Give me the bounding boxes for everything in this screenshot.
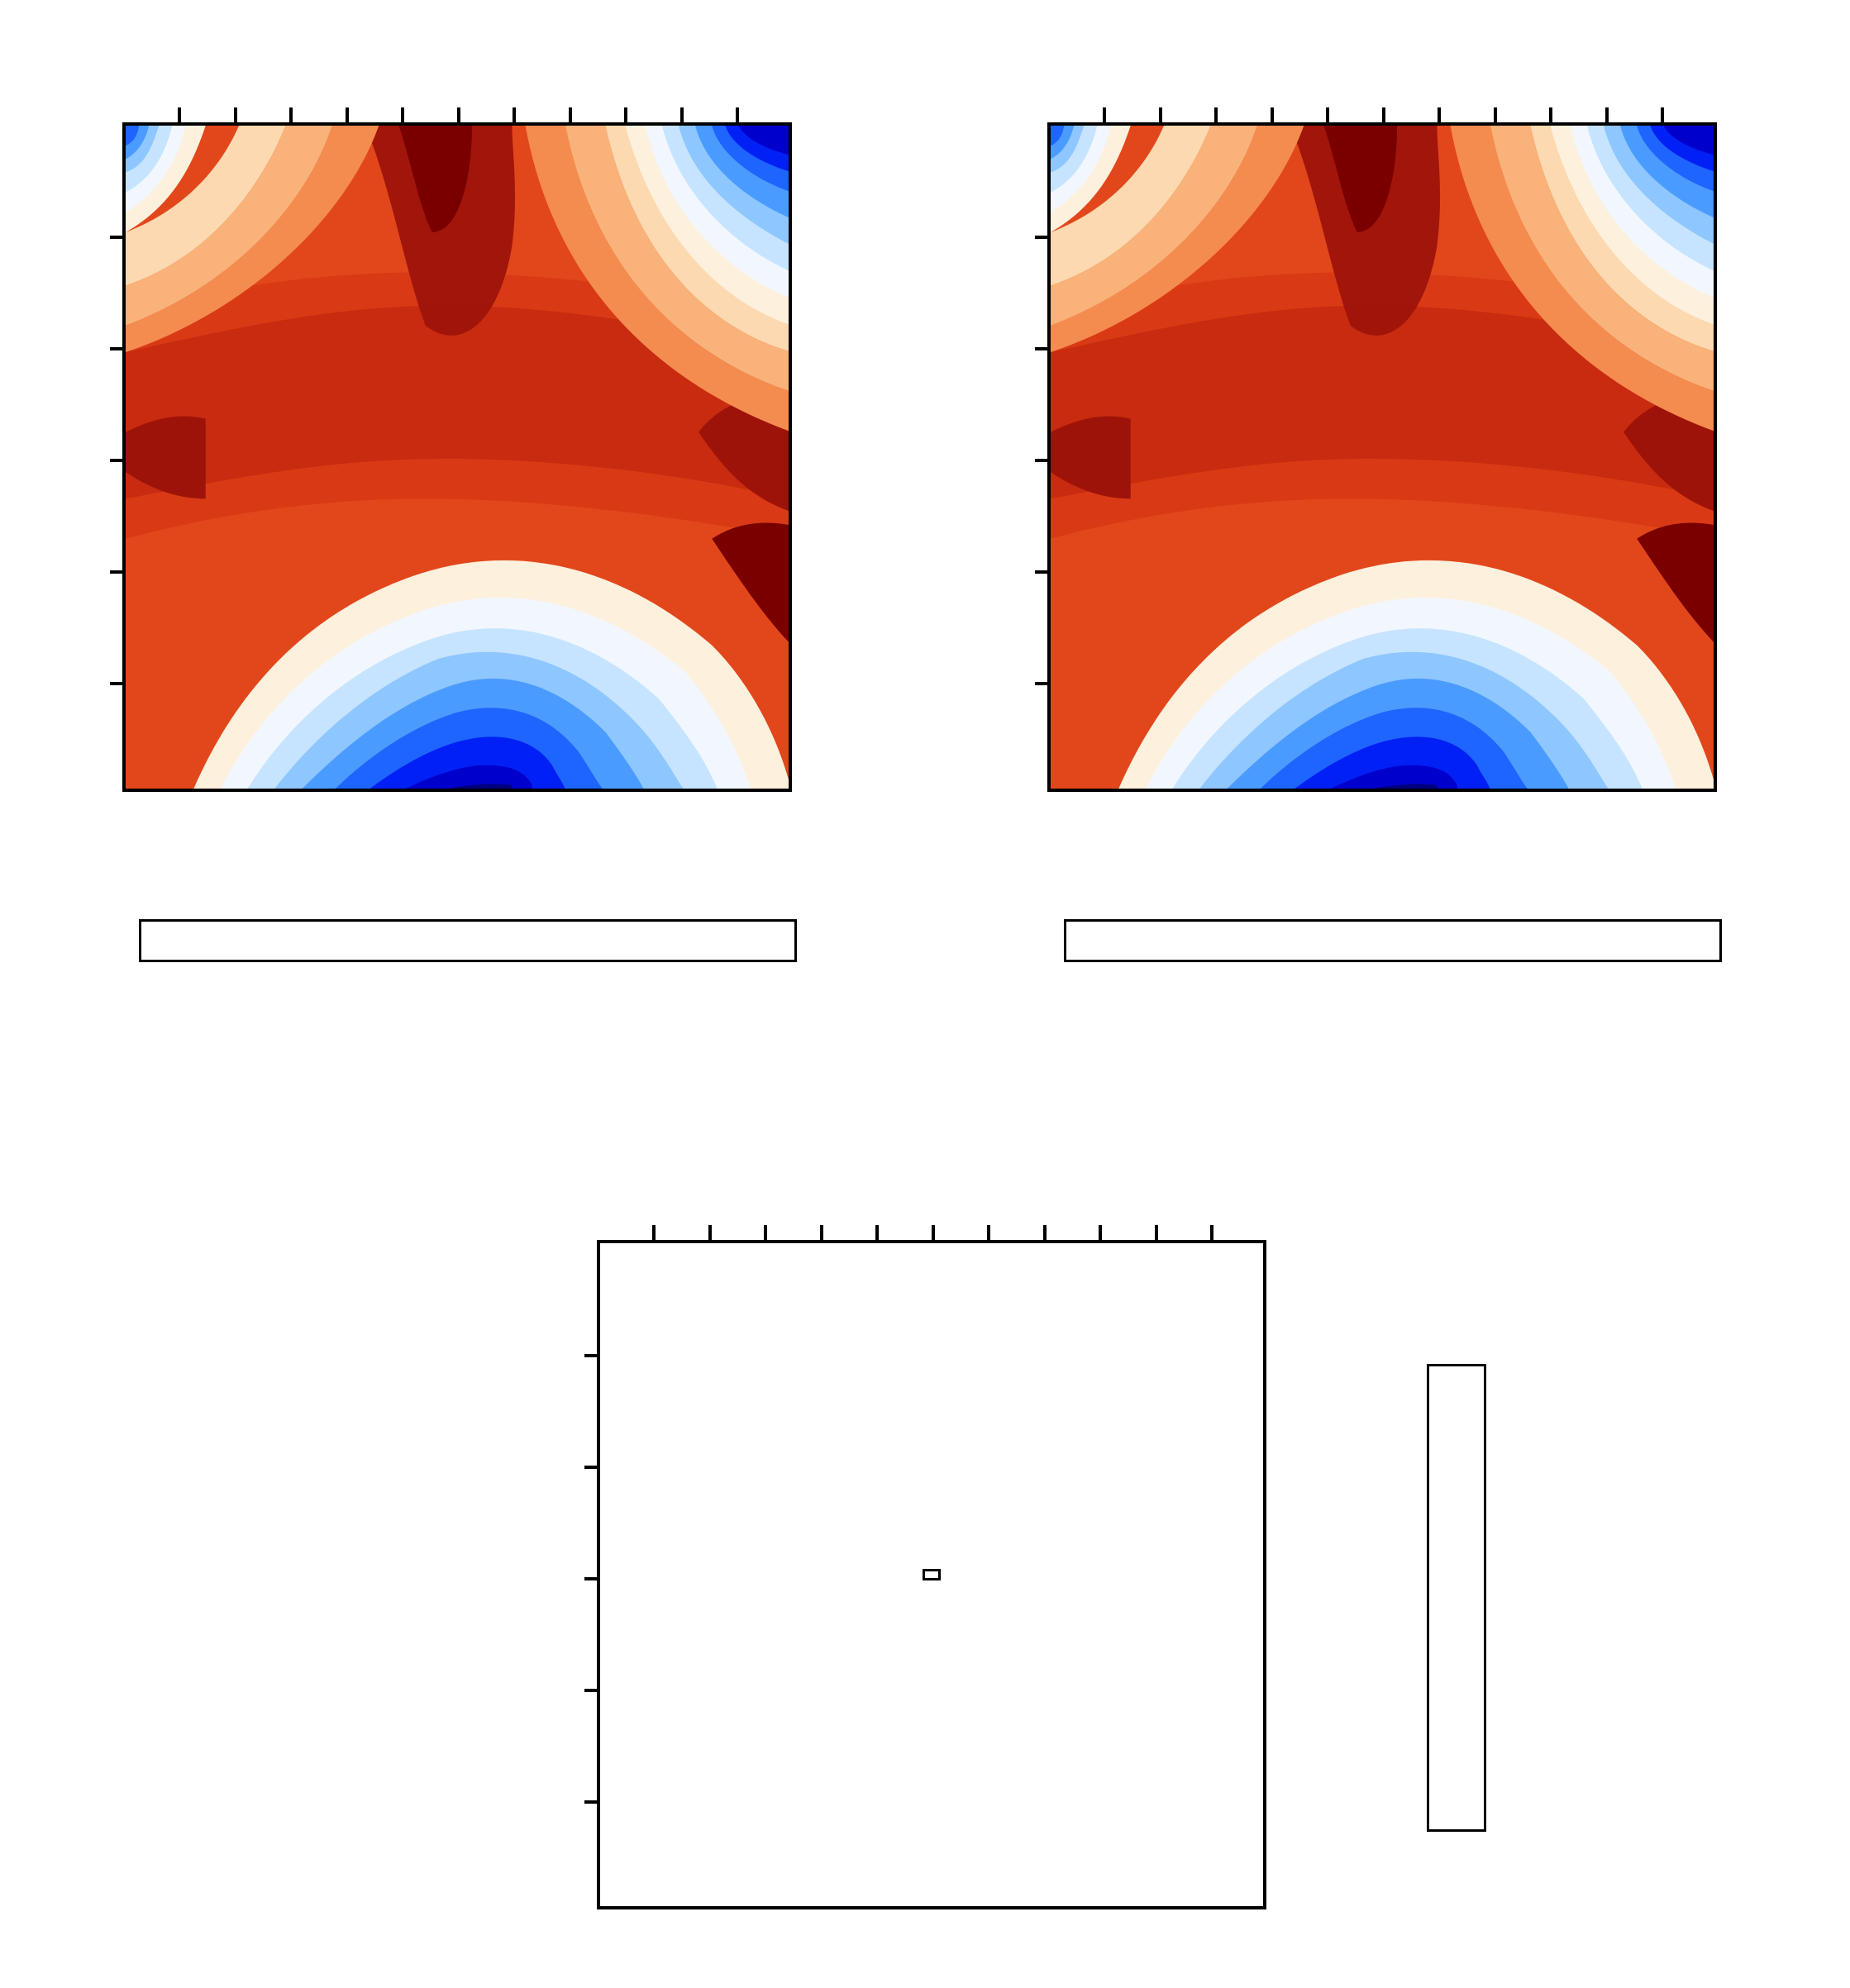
panel-left <box>0 0 925 1042</box>
xtick <box>1382 107 1385 122</box>
xtick <box>1043 1225 1047 1240</box>
panel-right-colorbar <box>1064 919 1722 962</box>
xtick <box>1438 107 1441 122</box>
xtick <box>457 107 460 122</box>
ytick <box>1035 570 1050 574</box>
xtick <box>708 1225 712 1240</box>
xtick <box>820 1225 823 1240</box>
xtick <box>1271 107 1274 122</box>
xtick <box>736 107 739 122</box>
panel-left-colorbar <box>139 919 797 962</box>
xtick <box>1099 1225 1102 1240</box>
xtick <box>932 1225 935 1240</box>
ytick <box>110 347 125 350</box>
xtick <box>1494 107 1497 122</box>
panel-left-contour-field <box>126 126 792 792</box>
ytick <box>1035 347 1050 350</box>
ytick <box>584 1800 599 1804</box>
difference-colorbar <box>1427 1364 1486 1832</box>
xtick <box>764 1225 767 1240</box>
constant-field-note <box>923 1569 941 1580</box>
ytick <box>110 459 125 462</box>
xtick <box>1549 107 1552 122</box>
xtick <box>624 107 627 122</box>
ytick <box>584 1354 599 1357</box>
ytick <box>584 1466 599 1469</box>
ytick <box>584 1577 599 1580</box>
xtick <box>1103 107 1106 122</box>
xtick <box>1661 107 1664 122</box>
xtick <box>680 107 684 122</box>
xtick <box>178 107 181 122</box>
ytick <box>1035 682 1050 685</box>
xtick <box>289 107 293 122</box>
difference-plot <box>597 1240 1266 1909</box>
ytick <box>584 1689 599 1692</box>
xtick <box>652 1225 656 1240</box>
ytick <box>1035 459 1050 462</box>
ytick <box>1035 236 1050 239</box>
xtick <box>401 107 404 122</box>
panel-difference <box>0 1083 1850 1988</box>
panel-right <box>925 0 1850 1042</box>
xtick <box>569 107 572 122</box>
xtick <box>1214 107 1218 122</box>
ytick <box>110 236 125 239</box>
xtick <box>1326 107 1329 122</box>
xtick <box>346 107 349 122</box>
panel-right-plot <box>1047 122 1717 792</box>
panel-left-plot <box>122 122 792 792</box>
xtick <box>1605 107 1609 122</box>
panel-right-contour-field <box>1051 126 1717 792</box>
xtick <box>1155 1225 1158 1240</box>
ytick <box>110 570 125 574</box>
xtick <box>234 107 237 122</box>
xtick <box>1159 107 1162 122</box>
xtick <box>1210 1225 1213 1240</box>
xtick <box>987 1225 990 1240</box>
ytick <box>110 682 125 685</box>
xtick <box>513 107 516 122</box>
xtick <box>875 1225 879 1240</box>
